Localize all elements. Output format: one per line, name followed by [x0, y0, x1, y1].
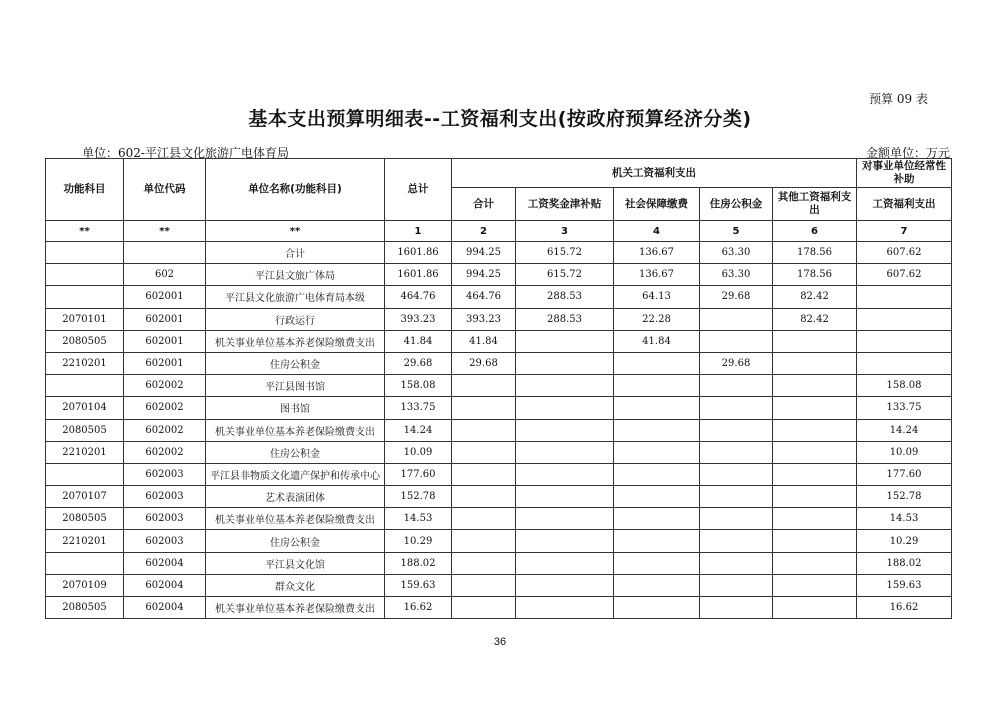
table-cell: [46, 375, 124, 397]
table-cell: [773, 552, 857, 574]
table-cell: 16.62: [385, 597, 452, 619]
table-row: [46, 264, 952, 286]
index-cell: 2: [452, 221, 516, 242]
header-welfare: 工资福利支出: [857, 188, 952, 221]
table-cell: 平江县图书馆: [206, 375, 385, 397]
table-row: [46, 530, 952, 552]
table-row: [46, 375, 952, 397]
table-cell: [700, 463, 773, 485]
table-row: [46, 242, 952, 264]
table-row: [46, 486, 952, 508]
table-cell: 2210201: [46, 441, 124, 463]
table-cell: [700, 419, 773, 441]
table-cell: [452, 463, 516, 485]
table-cell: 159.63: [857, 574, 952, 596]
table-cell: 393.23: [385, 308, 452, 330]
table-cell: [773, 486, 857, 508]
table-cell: [700, 330, 773, 352]
table-cell: 607.62: [857, 264, 952, 286]
table-cell: 602002: [124, 441, 206, 463]
table-cell: 159.63: [385, 574, 452, 596]
table-cell: 10.29: [385, 530, 452, 552]
table-cell: 10.09: [857, 441, 952, 463]
table-cell: [452, 397, 516, 419]
table-cell: 994.25: [452, 264, 516, 286]
table-cell: [516, 574, 614, 596]
index-cell: **: [46, 221, 124, 242]
table-cell: [857, 330, 952, 352]
table-cell: 133.75: [385, 397, 452, 419]
unit-label: 单位：602-平江县文化旅游广电体育局: [82, 146, 289, 160]
table-cell: 464.76: [452, 286, 516, 308]
table-cell: 行政运行: [206, 308, 385, 330]
table-cell: 602002: [124, 375, 206, 397]
table-cell: [452, 530, 516, 552]
table-cell: 2210201: [46, 352, 124, 374]
table-cell: 177.60: [385, 463, 452, 485]
table-cell: 平江县文化旅游广电体育局本级: [206, 286, 385, 308]
index-cell: 5: [700, 221, 773, 242]
table-cell: 602002: [124, 397, 206, 419]
table-cell: 602: [124, 264, 206, 286]
table-cell: [773, 419, 857, 441]
table-cell: 82.42: [773, 286, 857, 308]
table-row: [46, 352, 952, 374]
table-cell: 10.09: [385, 441, 452, 463]
table-cell: 177.60: [857, 463, 952, 485]
table-cell: [773, 463, 857, 485]
table-cell: [452, 486, 516, 508]
table-row: [46, 308, 952, 330]
table-cell: 158.08: [385, 375, 452, 397]
table-cell: [857, 308, 952, 330]
table-cell: 464.76: [385, 286, 452, 308]
header-group-inst: 对事业单位经常性补助: [857, 159, 952, 188]
table-cell: 63.30: [700, 264, 773, 286]
table-cell: 2080505: [46, 597, 124, 619]
table-cell: 288.53: [516, 286, 614, 308]
table-cell: 群众文化: [206, 574, 385, 596]
header-code: 单位代码: [124, 159, 206, 221]
index-cell: 7: [857, 221, 952, 242]
table-cell: 63.30: [700, 242, 773, 264]
table-cell: 602004: [124, 552, 206, 574]
table-cell: [614, 463, 700, 485]
table-cell: 188.02: [385, 552, 452, 574]
table-cell: 住房公积金: [206, 352, 385, 374]
header-sub-total: 合计: [452, 188, 516, 221]
table-cell: [614, 597, 700, 619]
header-total: 总计: [385, 159, 452, 221]
table-cell: 602004: [124, 597, 206, 619]
header-func: 功能科目: [46, 159, 124, 221]
table-cell: 2070104: [46, 397, 124, 419]
index-cell: 1: [385, 221, 452, 242]
table-cell: [614, 375, 700, 397]
table-row: [46, 508, 952, 530]
table-cell: 2080505: [46, 508, 124, 530]
table-cell: [773, 375, 857, 397]
table-cell: [516, 375, 614, 397]
table-cell: [516, 397, 614, 419]
table-cell: 2070101: [46, 308, 124, 330]
budget-table: [45, 158, 952, 619]
table-cell: [452, 375, 516, 397]
table-number: 预算 09 表: [869, 92, 928, 106]
table-cell: 2210201: [46, 530, 124, 552]
table-cell: 2070107: [46, 486, 124, 508]
table-cell: [516, 508, 614, 530]
table-cell: 29.68: [385, 352, 452, 374]
table-cell: 图书馆: [206, 397, 385, 419]
table-cell: 64.13: [614, 286, 700, 308]
table-cell: [516, 530, 614, 552]
table-cell: [700, 597, 773, 619]
table-cell: [857, 286, 952, 308]
table-cell: [773, 508, 857, 530]
table-cell: [452, 552, 516, 574]
table-cell: 29.68: [452, 352, 516, 374]
table-cell: 607.62: [857, 242, 952, 264]
table-cell: 住房公积金: [206, 530, 385, 552]
table-cell: [700, 508, 773, 530]
table-cell: [773, 530, 857, 552]
amount-unit-label: 金额单位：万元: [865, 146, 950, 160]
table-cell: 机关事业单位基本养老保险缴费支出: [206, 508, 385, 530]
table-cell: 平江县文化馆: [206, 552, 385, 574]
table-cell: [46, 286, 124, 308]
table-cell: 393.23: [452, 308, 516, 330]
table-cell: [452, 419, 516, 441]
table-cell: 602004: [124, 574, 206, 596]
table-cell: 平江县非物质文化遗产保护和传承中心: [206, 463, 385, 485]
table-cell: 16.62: [857, 597, 952, 619]
table-cell: [700, 441, 773, 463]
table-cell: 29.68: [700, 286, 773, 308]
table-row: [46, 419, 952, 441]
table-cell: 602001: [124, 286, 206, 308]
table-row: [46, 397, 952, 419]
table-cell: [452, 441, 516, 463]
table-cell: [516, 330, 614, 352]
table-cell: 178.56: [773, 264, 857, 286]
table-cell: 14.24: [857, 419, 952, 441]
table-cell: [700, 552, 773, 574]
table-cell: 10.29: [857, 530, 952, 552]
table-cell: 602003: [124, 508, 206, 530]
table-cell: 602003: [124, 463, 206, 485]
table-cell: [516, 486, 614, 508]
table-cell: [614, 397, 700, 419]
table-cell: [773, 597, 857, 619]
table-cell: 41.84: [614, 330, 700, 352]
table-cell: [452, 574, 516, 596]
table-cell: [773, 574, 857, 596]
table-cell: 1601.86: [385, 242, 452, 264]
table-cell: [614, 419, 700, 441]
table-row: [46, 552, 952, 574]
table-cell: 188.02: [857, 552, 952, 574]
index-cell: 4: [614, 221, 700, 242]
table-cell: [773, 352, 857, 374]
table-cell: 133.75: [857, 397, 952, 419]
table-cell: [773, 330, 857, 352]
table-cell: 602003: [124, 530, 206, 552]
table-cell: 机关事业单位基本养老保险缴费支出: [206, 597, 385, 619]
table-cell: 机关事业单位基本养老保险缴费支出: [206, 330, 385, 352]
table-cell: 机关事业单位基本养老保险缴费支出: [206, 419, 385, 441]
page-title: 基本支出预算明细表--工资福利支出(按政府预算经济分类): [248, 108, 752, 130]
table-cell: 602003: [124, 486, 206, 508]
table-cell: [516, 552, 614, 574]
index-row: [46, 221, 952, 242]
index-cell: **: [124, 221, 206, 242]
table-cell: [700, 530, 773, 552]
table-cell: 29.68: [700, 352, 773, 374]
table-cell: [700, 308, 773, 330]
table-cell: 615.72: [516, 242, 614, 264]
table-cell: 288.53: [516, 308, 614, 330]
table-cell: [516, 463, 614, 485]
table-cell: [700, 397, 773, 419]
table-cell: 22.28: [614, 308, 700, 330]
table-cell: [614, 552, 700, 574]
table-cell: 82.42: [773, 308, 857, 330]
table-cell: [614, 352, 700, 374]
table-cell: [516, 419, 614, 441]
index-cell: 3: [516, 221, 614, 242]
table-cell: 602001: [124, 352, 206, 374]
header-name: 单位名称(功能科目): [206, 159, 385, 221]
table-cell: 178.56: [773, 242, 857, 264]
table-cell: [700, 574, 773, 596]
table-row: [46, 574, 952, 596]
table-cell: 41.84: [452, 330, 516, 352]
table-cell: 平江县文旅广体局: [206, 264, 385, 286]
table-cell: [46, 264, 124, 286]
table-cell: [857, 352, 952, 374]
table-cell: 14.24: [385, 419, 452, 441]
table-cell: [124, 242, 206, 264]
table-cell: [452, 597, 516, 619]
table-cell: 合计: [206, 242, 385, 264]
table-cell: [516, 597, 614, 619]
table-cell: 158.08: [857, 375, 952, 397]
table-row: [46, 330, 952, 352]
table-cell: [614, 508, 700, 530]
table-cell: [700, 486, 773, 508]
table-cell: 615.72: [516, 264, 614, 286]
page-number: 36: [493, 636, 507, 648]
table-cell: 41.84: [385, 330, 452, 352]
header-social: 社会保障缴费: [614, 188, 700, 221]
index-cell: 6: [773, 221, 857, 242]
table-cell: 14.53: [385, 508, 452, 530]
table-cell: [773, 441, 857, 463]
table-cell: [46, 552, 124, 574]
table-cell: 602001: [124, 308, 206, 330]
index-cell: **: [206, 221, 385, 242]
header-group-org: 机关工资福利支出: [452, 159, 857, 188]
header-salary: 工资奖金津补贴: [516, 188, 614, 221]
table-cell: [614, 574, 700, 596]
table-cell: [46, 242, 124, 264]
table-row: [46, 286, 952, 308]
table-cell: 2080505: [46, 330, 124, 352]
table-cell: 2070109: [46, 574, 124, 596]
table-cell: [46, 463, 124, 485]
table-cell: [614, 441, 700, 463]
table-cell: 136.67: [614, 242, 700, 264]
table-cell: [773, 397, 857, 419]
table-cell: [614, 530, 700, 552]
table-body: [46, 242, 952, 619]
table-row: [46, 441, 952, 463]
table-cell: [516, 441, 614, 463]
table-row: [46, 463, 952, 485]
table-cell: 994.25: [452, 242, 516, 264]
table-cell: 2080505: [46, 419, 124, 441]
header-housing: 住房公积金: [700, 188, 773, 221]
table-cell: [516, 352, 614, 374]
table-cell: 152.78: [385, 486, 452, 508]
table-cell: 152.78: [857, 486, 952, 508]
table-row: [46, 597, 952, 619]
table-cell: 住房公积金: [206, 441, 385, 463]
table-cell: 1601.86: [385, 264, 452, 286]
table-cell: 136.67: [614, 264, 700, 286]
table-cell: 602002: [124, 419, 206, 441]
table-cell: [700, 375, 773, 397]
table-cell: 602001: [124, 330, 206, 352]
table-cell: [452, 508, 516, 530]
table-cell: [614, 486, 700, 508]
header-other: 其他工资福利支出: [773, 188, 857, 221]
table-cell: 14.53: [857, 508, 952, 530]
table-cell: 艺术表演团体: [206, 486, 385, 508]
